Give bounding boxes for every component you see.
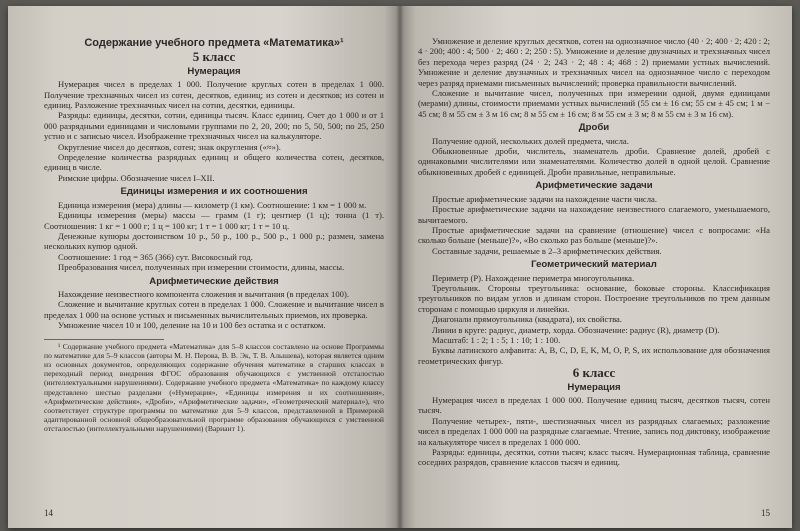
paragraph: Простые арифметические задачи на сравнение (отношение) чисел с вопросами: «На сколько больше (меньше)?», «Во сколько раз больше (меньше)?». [418,224,770,246]
paragraph: Определение количества разрядных единиц и общего количества сотен, десятков, единиц в числе. [44,152,384,173]
book-gutter [396,6,404,528]
paragraph: Нумерация чисел в пределах 1 000. Получение круглых сотен в пределах 1 000. Получение трехзначных чисел из сотен, десятков, единиц; из сотен и десятков; из сотен и единиц. Разложение трехзначных чисел на сотни, десятки, единицы. [44,79,384,111]
page-number: 14 [44,507,53,518]
paragraph: Преобразования чисел, полученных при измерении стоимости, длины, массы. [58,262,345,273]
section-heading: Арифметические задачи [535,180,653,192]
paragraph: Сложение и вычитание круглых сотен в пределах 1 000. Сложение и вычитание чисел в пределах 1 000 на основе устных и письменных вычислительных приемов, их проверка. [44,299,384,320]
paragraph: Разряды: единицы, десятки, сотни тысяч; класс тысяч. Нумерационная таблица, сравнение соседних разрядов, сравнение классов тысяч и единиц. [418,447,770,468]
right-page [400,6,792,528]
section-heading: Единицы измерения и их соотношения [120,186,308,198]
paragraph: Получение одной, нескольких долей предмета, числа. [432,135,629,146]
section-heading: Нумерация [567,381,621,393]
paragraph: Умножение чисел 10 и 100, деление на 10 и 100 без остатка и с остатком. [58,320,326,331]
paragraph: Разряды: единицы, десятки, сотни, единицы тысяч. Класс единиц. Счет до 1 000 и от 1 000 разрядными единицами и числовыми группами по 2, 20, 200; по 5, 50, 500; по 25, 250 устно и с записью чисел. Изображение трехзначных чисел на калькуляторе. [44,110,384,142]
paragraph: Единицы измерения (меры) массы — грамм (1 г); центнер (1 ц); тонна (1 т). Соотношения: 1 кг = 1 000 г; 1 ц = 100 кг; 1 т = 1 000 кг; 1 т = 10 ц. [44,210,384,231]
content-title: Содержание учебного предмета «Математика»¹ [84,37,344,49]
paragraph: Простые арифметические задачи на нахождение части числа. [432,193,657,204]
section-heading: Геометрический материал [531,259,657,271]
paragraph: Буквы латинского алфавита: A, B, C, D, E, K, M, O, P, S, их использование для обозначения геометрических фигур. [418,345,770,366]
left-page [8,6,400,528]
grade-heading: 5 класс [192,49,236,65]
section-heading: Арифметические действия [149,275,279,287]
paragraph: Нахождение неизвестного компонента сложения и вычитания (в пределах 100). [58,288,349,299]
paragraph: Периметр (Р). Нахождение периметра многоугольника. [432,272,635,283]
book-spread [8,6,792,528]
paragraph: Денежные купюры достоинством 10 р., 50 р., 100 р., 500 р., 1 000 р.; размен, замена нескольких купюр одной. [44,230,384,252]
page-number: 15 [761,507,770,518]
section-heading: Дроби [578,122,610,134]
footnote: ¹ Содержание учебного предмета «Математика» для 5–8 классов составлено на основе Программы по математике для 5–9 классов (авторы М. Н. Перова, В. В. Эк, Т. В. Алышева), которая является одним из основных документов, определяющих содержание обучения математике в старших классах в переходный период внедрения ФГОС образования обучающихся с умственной отсталостью (интеллектуальными нарушениями). Содержание учебного предмета «Математика» по каждому классу представлено шестью разделами («Нумерация», «Единицы измерения и их соотношения», «Арифметические действия», «Дроби», «Арифметические задачи», «Геометрический материал»), что соответствует структуре программы по математике для 5–9 классов, представленной в Примерной адаптированной основной общеобразовательной программе образования обучающихся с умственной отсталостью (интеллектуальными нарушениями) (Вариант 1). [44,341,384,434]
paragraph: Составные задачи, решаемые в 2–3 арифметических действия. [432,245,662,256]
paragraph: Римские цифры. Обозначение чисел I–XII. [58,172,215,183]
right-page-content [418,36,770,468]
paragraph: Простые арифметические задачи на нахождение неизвестного слагаемого, уменьшаемого, вычитаемого. [418,204,770,225]
paragraph: Нумерация чисел в пределах 1 000 000. Получение единиц тысяч, десятков тысяч, сотен тысяч. [418,395,770,416]
paragraph: Диагонали прямоугольника (квадрата), их свойства. [432,314,622,325]
footnote-area [44,339,384,434]
paragraph: Единица измерения (мера) длины — километр (1 км). Соотношение: 1 км = 1 000 м. [58,199,367,210]
paragraph: Соотношение: 1 год = 365 (366) сут. Високосный год. [58,251,253,262]
section-heading: Нумерация [187,65,241,77]
paragraph: Умножение и деление круглых десятков, сотен на однозначное число (40 · 2; 400 · 2; 420 : 2; 4 · 200; 400 : 4; 500 · 2; 460 : 2; 250 : 5). Умножение и деление двузначных и трехзначных чисел без перехода через разряд (24 · 2; 243 · 2; 48 : 4; 468 : 2) приемами устных вычислений. Умножение и деление двузначных и трехзначных чисел на однозначное число с переходом через разряд приемами письменных вычислений; проверка правильности вычислений. [418,36,771,88]
paragraph: Масштаб: 1 : 2; 1 : 5; 1 : 10; 1 : 100. [432,334,561,345]
paragraph: Сложение и вычитание чисел, полученных при измерении одной, двумя единицами (мерами) длины, стоимости приемами устных вычислений (55 см ± 16 см; 55 см ± 45 см; 1 м − 45 см; 8 м 55 см ± 3 м 16 см; 8 м 55 см ± 16 см; 8 м 55 см ± 3 м; 8 м 55 см ± 3 м 16 см). [418,88,770,119]
grade-heading: 6 класс [572,365,616,381]
paragraph: Округление чисел до десятков, сотен; знак округления («≈»). [58,141,281,152]
paragraph: Обыкновенные дроби, числитель, знаменатель дроби. Сравнение долей, дробей с одинаковыми числителями или знаменателями. Количество долей в одной целой. Сравнение обыкновенных дробей с единицей. Дроби правильные, неправильные. [418,146,770,177]
paragraph: Получение четырех-, пяти-, шестизначных чисел из разрядных слагаемых; разложение чисел в пределах 1 000 000 на разрядные слагаемые. Чтение, запись под диктовку, изображение на калькуляторе чисел в пределах 1 000 000. [418,415,770,447]
paragraph: Треугольник. Стороны треугольника: основание, боковые стороны. Классификация треугольников по видам углов и длинам сторон. Построение треугольников по трем данным сторонам с помощью циркуля и линейки. [418,282,770,314]
paragraph: Линии в круге: радиус, диаметр, хорда. Обозначение: радиус (R), диаметр (D). [432,324,720,335]
